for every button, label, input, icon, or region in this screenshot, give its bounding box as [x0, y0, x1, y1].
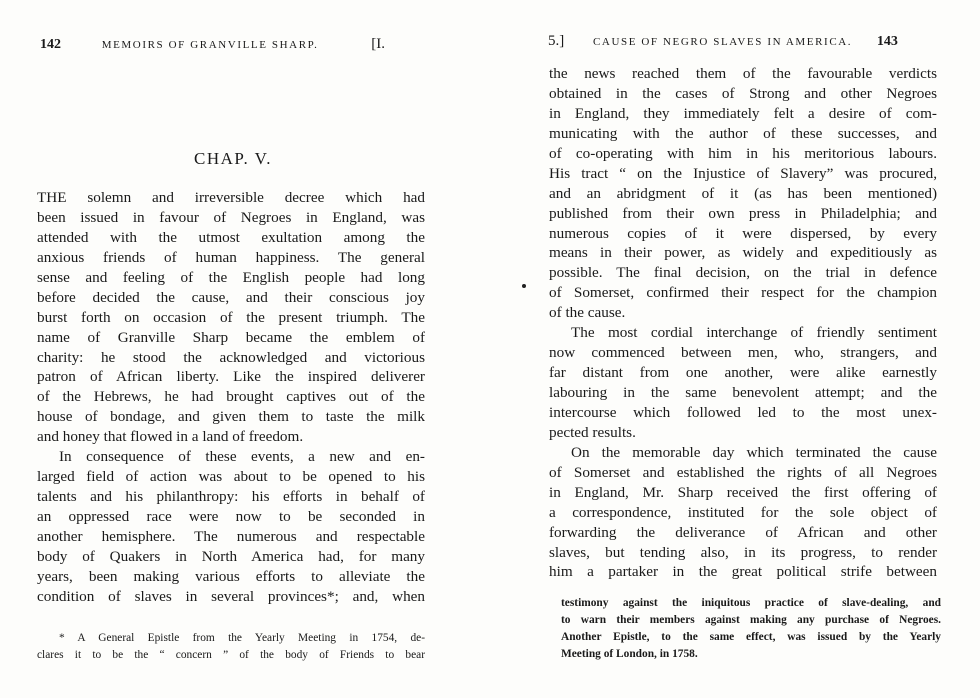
body-line: a correspondence, instituted for the sole object of	[549, 503, 937, 521]
body-line: condition of slaves in several provinces*; and, when	[37, 587, 425, 605]
left-page	[0, 0, 480, 698]
body-line: of the Hebrews, he had brought captives out of the	[37, 388, 425, 406]
chapter-heading: CHAP. V.	[194, 149, 272, 168]
body-line: intercourse which followed led to the most unex-	[549, 403, 937, 421]
left-footnote	[37, 630, 425, 664]
footnote-line: clares it to be the “ concern ” of the body of Friends to bear	[37, 649, 425, 661]
body-line: pected results.	[549, 423, 636, 441]
left-page-number: 142	[40, 37, 61, 52]
body-line: forwarding the deliverance of African and other	[549, 523, 937, 541]
body-line: THE solemn and irreversible decree which had	[37, 189, 425, 206]
right-running-head	[548, 33, 938, 50]
body-line: numerous copies of it were dispersed, by every	[549, 224, 937, 242]
footnote-line: testimony against the iniquitous practice of slave-dealing, and	[561, 597, 941, 609]
body-line: house of bondage, and given them to taste the milk	[37, 408, 425, 426]
body-line: him a partaker in the great political strife between	[549, 563, 937, 581]
footnote-line: Another Epistle, to the same effect, was issued by the Yearly	[561, 631, 941, 643]
body-line: larged field of action was about to be opened to his	[37, 468, 425, 486]
body-line: and an abridgment of it (as has been mentioned)	[549, 184, 937, 202]
left-running-head	[40, 36, 430, 53]
body-line: of Somerset, confirmed their respect for the champion	[549, 284, 937, 302]
body-line: published from their own press in Philadelphia; and	[549, 204, 937, 222]
body-line: sense and feeling of the English people had long	[37, 268, 425, 286]
body-line: body of Quakers in North America had, for many	[37, 547, 425, 565]
body-line: His tract “ on the Injustice of Slavery” was procured,	[549, 164, 937, 182]
right-running-title: CAUSE OF NEGRO SLAVES IN AMERICA.	[592, 36, 853, 48]
body-line: burst forth on occasion of the present triumph. The	[37, 308, 425, 326]
left-body-text	[37, 188, 425, 607]
body-line: charity: he stood the acknowledged and victorious	[37, 348, 425, 366]
left-chapter-mark: [I.	[371, 36, 385, 52]
right-page	[500, 0, 980, 698]
body-line: far distant from one another, were alike earnestly	[549, 364, 937, 382]
right-footnote	[561, 595, 941, 663]
body-line: and honey that flowed in a land of freedom.	[37, 428, 304, 446]
body-line: In consequence of these events, a new and en-	[59, 448, 425, 466]
body-line: now commenced between men, who, strangers, and	[549, 344, 937, 362]
body-line: of Somerset and established the rights of all Negroes	[549, 463, 937, 481]
left-running-title: MEMOIRS OF GRANVILLE SHARP.	[101, 39, 319, 51]
body-line: municating with the author of these successes, and	[549, 124, 937, 142]
body-line: years, been making various efforts to alleviate the	[37, 567, 425, 585]
body-line: an oppressed race were now to be seconded in	[37, 508, 425, 525]
body-line: labouring in the same benevolent attempt; and the	[549, 384, 937, 401]
footnote-line: Meeting of London, in 1758.	[561, 648, 698, 660]
body-line: anxious friends of human happiness. The general	[37, 248, 425, 266]
body-line: of co-operating with him in his meritorious labours.	[549, 144, 937, 162]
body-line: the news reached them of the favourable verdicts	[549, 65, 937, 82]
body-line: The most cordial interchange of friendly sentiment	[571, 324, 937, 342]
footnote-line: * A General Epistle from the Yearly Meeting in 1754, de-	[59, 632, 425, 644]
body-line: another hemisphere. The numerous and respectable	[37, 527, 425, 545]
footnote-line: to warn their members against making any purchase of Negroes.	[561, 614, 941, 626]
body-line: obtained in the cases of Strong and other Negroes	[549, 84, 937, 102]
body-line: possible. The final decision, on the trial in defence	[549, 264, 937, 282]
body-line: means in their power, as widely and expeditiously as	[549, 244, 937, 262]
body-line: in England, they immediately felt a desire of com-	[549, 104, 937, 122]
body-line: before decided the cause, and their conscious joy	[37, 288, 425, 306]
body-line: patron of African liberty. Like the inspired deliverer	[37, 368, 425, 386]
body-line: name of Granville Sharp became the emblem of	[37, 328, 425, 346]
body-line: On the memorable day which terminated the cause	[571, 443, 937, 461]
body-line: been issued in favour of Negroes in England, was	[37, 208, 425, 226]
body-line: in England, Mr. Sharp received the first offering of	[549, 483, 937, 501]
body-line: talents and his philanthropy: his efforts in behalf of	[37, 488, 425, 506]
body-line: slaves, but tending also, in its progress, to render	[549, 543, 937, 561]
right-page-number: 143	[876, 34, 898, 49]
body-line: of the cause.	[549, 304, 626, 322]
body-line: attended with the utmost exultation among the	[37, 228, 425, 246]
right-body-text	[549, 64, 937, 582]
right-chapter-mark: 5.]	[548, 33, 565, 49]
